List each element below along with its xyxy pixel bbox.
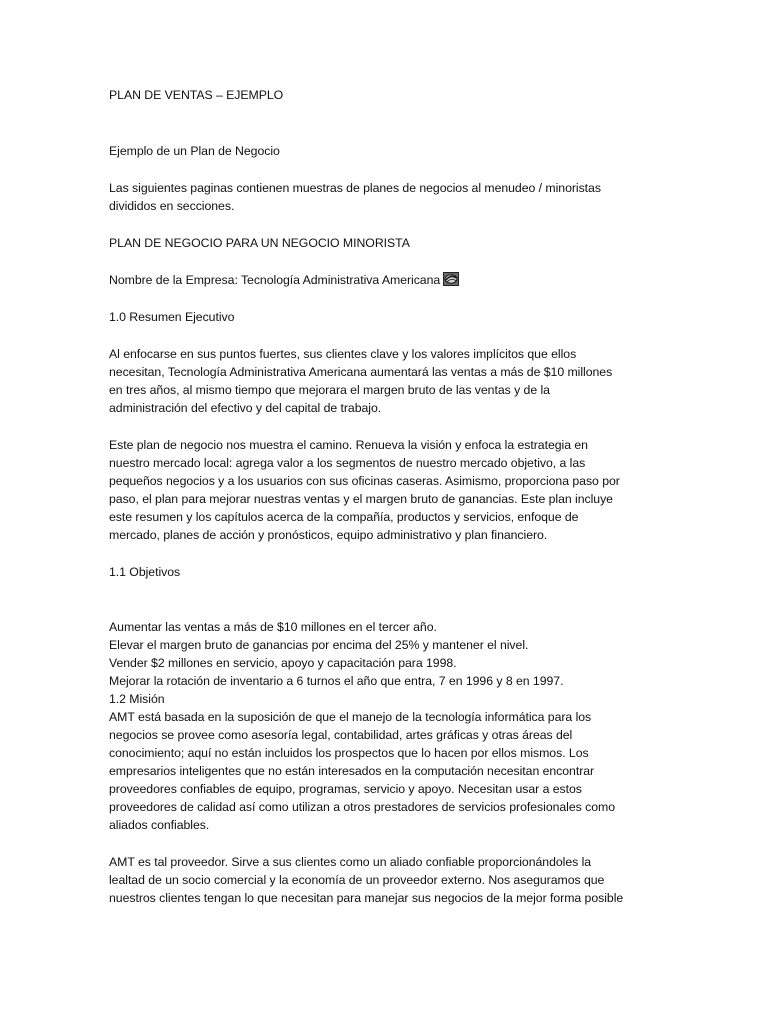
objective-item: Vender $2 millones en servicio, apoyo y capacitación para 1998.	[109, 656, 457, 670]
text-line: proveedores confiables de equipo, programas, servicio y apoyo. Necesitan usar a estos	[109, 782, 582, 796]
intro-line: divididos en secciones.	[109, 199, 235, 213]
text-line: nuestro mercado local: agrega valor a los segmentos de nuestro mercado objetivo, a las	[109, 456, 586, 470]
objective-item: Elevar el margen bruto de ganancias por encima del 25% y mantener el nivel.	[109, 638, 529, 652]
executive-summary-paragraph-2	[109, 436, 661, 544]
objectives-list	[109, 618, 661, 708]
section-1-2-heading: 1.2 Misión	[109, 692, 165, 706]
text-line: empresarios inteligentes que no están interesados en la computación necesitan encontrar	[109, 764, 595, 778]
section-1-1-heading: 1.1 Objetivos	[109, 565, 181, 579]
text-line: negocios se provee como asesoría legal, contabilidad, artes gráficas y otras áreas del	[109, 728, 573, 742]
document-title: PLAN DE VENTAS – EJEMPLO	[109, 88, 284, 102]
intro-line: Las siguientes paginas contienen muestras de planes de negocios al menudeo / minoristas	[109, 181, 601, 195]
text-line: mercado, planes de acción y pronósticos, equipo administrativo y plan financiero.	[109, 528, 548, 542]
text-line: proveedores de calidad así como utilizan a otros prestadores de servicios profesionales como	[109, 800, 615, 814]
section-heading: PLAN DE NEGOCIO PARA UN NEGOCIO MINORISTA	[109, 236, 410, 250]
text-line: necesitan, Tecnología Administrativa Americana aumentará las ventas a más de $10 millones	[109, 365, 613, 379]
intro-paragraph	[109, 179, 661, 215]
text-line: nuestros clientes tengan lo que necesitan para manejar sus negocios de la mejor forma posible	[109, 891, 624, 905]
text-line: AMT es tal proveedor. Sirve a sus clientes como un aliado confiable proporcionándoles la	[109, 855, 592, 869]
mission-paragraph-1	[109, 708, 661, 834]
executive-summary-paragraph-1	[109, 345, 661, 417]
section-1-0-heading: 1.0 Resumen Ejecutivo	[109, 310, 235, 324]
company-name-text: Nombre de la Empresa: Tecnología Administrativa Americana	[109, 273, 441, 287]
text-line: lealtad de un socio comercial y la economía de un proveedor externo. Nos aseguramos que	[109, 873, 605, 887]
text-line: AMT está basada en la suposición de que el manejo de la tecnología informática para los	[109, 710, 592, 724]
company-logo-icon	[443, 272, 459, 286]
text-line: pequeños negocios y a los usuarios con sus oficinas caseras. Asimismo, proporciona paso por	[109, 474, 620, 488]
document-page	[109, 86, 661, 907]
objective-item: Mejorar la rotación de inventario a 6 turnos el año que entra, 7 en 1996 y 8 en 1997.	[109, 674, 564, 688]
mission-paragraph-2	[109, 853, 661, 907]
text-line: Este plan de negocio nos muestra el camino. Renueva la visión y enfoca la estrategia en	[109, 438, 588, 452]
company-name-line	[109, 271, 661, 289]
document-subtitle: Ejemplo de un Plan de Negocio	[109, 144, 280, 158]
text-line: paso, el plan para mejorar nuestras ventas y el margen bruto de ganancias. Este plan incluye	[109, 492, 613, 506]
text-line: administración del efectivo y del capital de trabajo.	[109, 401, 382, 415]
text-line: este resumen y los capítulos acerca de la compañía, productos y servicios, enfoque de	[109, 510, 579, 524]
objective-item: Aumentar las ventas a más de $10 millones en el tercer año.	[109, 620, 437, 634]
text-line: Al enfocarse en sus puntos fuertes, sus clientes clave y los valores implícitos que ellos	[109, 347, 577, 361]
text-line: aliados confiables.	[109, 818, 210, 832]
text-line: conocimiento; aquí no están incluidos los prospectos que lo hacen por ellos mismos. Los	[109, 746, 589, 760]
text-line: en tres años, al mismo tiempo que mejorara el margen bruto de las ventas y de la	[109, 383, 550, 397]
